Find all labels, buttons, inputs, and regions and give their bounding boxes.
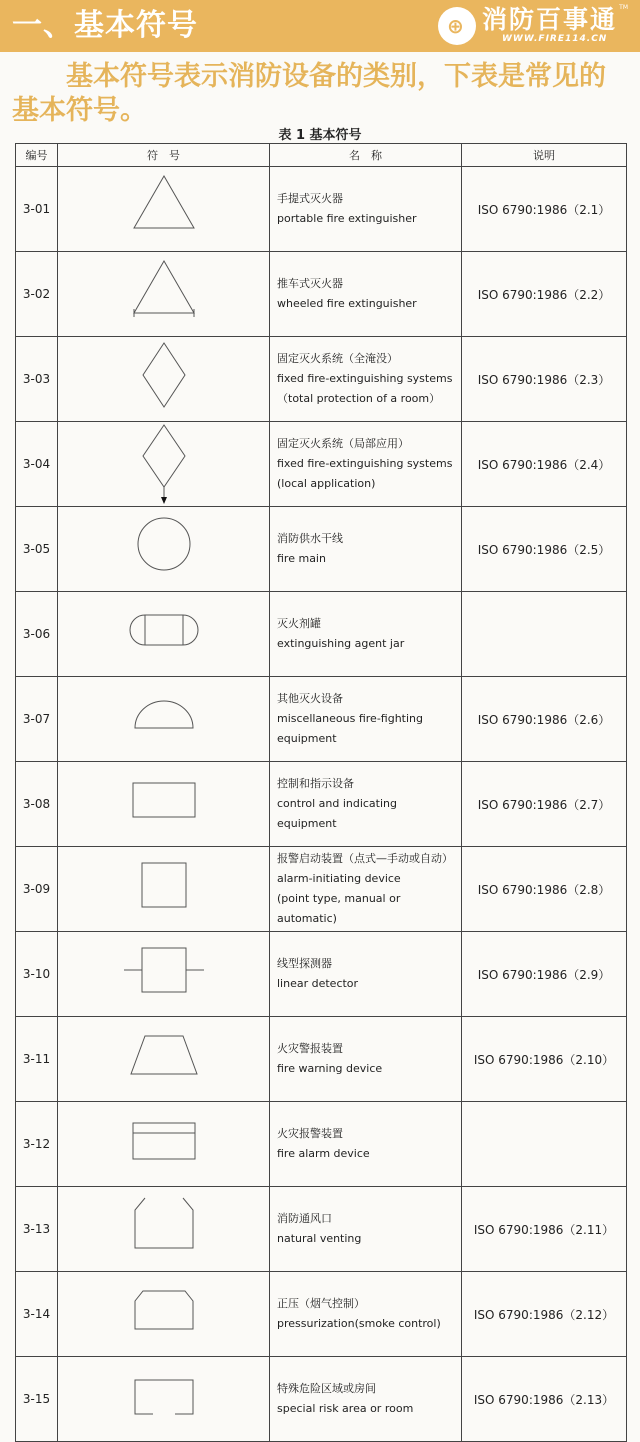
- table-row: [16, 1102, 627, 1187]
- symbol-note: ISO 6790:1986（2.2）: [462, 252, 627, 337]
- symbol-note: ISO 6790:1986（2.1）: [462, 167, 627, 252]
- symbol-note: ISO 6790:1986（2.4）: [462, 422, 627, 507]
- symbol-graphic: [58, 592, 270, 677]
- name-chinese: 消防供水干线: [277, 532, 343, 545]
- table-row: [16, 1017, 627, 1102]
- symbol-note: [462, 592, 627, 677]
- table-row: [16, 507, 627, 592]
- name-chinese: 其他灭火设备: [277, 692, 343, 705]
- name-chinese: 正压（烟气控制）: [277, 1297, 365, 1310]
- name-english: fire warning device: [277, 1062, 383, 1075]
- symbol-code: 3-15: [16, 1357, 58, 1442]
- name-english: control and indicating equipment: [277, 797, 397, 830]
- symbol-circle-icon: [129, 508, 199, 590]
- symbol-name: [270, 507, 462, 592]
- symbol-code: 3-09: [16, 847, 58, 932]
- symbol-graphic: [58, 1102, 270, 1187]
- symbol-graphic: [58, 847, 270, 932]
- name-chinese: 固定灭火系统（全淹没）: [277, 352, 398, 365]
- name-english-line2: (local application): [277, 477, 376, 490]
- table-row: [16, 592, 627, 677]
- symbol-triangle-wheeled-icon: [129, 253, 199, 335]
- symbol-stadium-icon: [129, 593, 199, 675]
- symbol-note: ISO 6790:1986（2.5）: [462, 507, 627, 592]
- symbol-graphic: [58, 252, 270, 337]
- symbol-diamond-arrow-icon: [129, 423, 199, 505]
- name-english: portable fire extinguisher: [277, 212, 417, 225]
- symbol-name: [270, 762, 462, 847]
- symbol-name: [270, 1187, 462, 1272]
- symbol-rect-band-icon: [129, 1103, 199, 1185]
- name-english: linear detector: [277, 977, 359, 990]
- table-row: [16, 167, 627, 252]
- table-row: [16, 252, 627, 337]
- symbol-note: [462, 1102, 627, 1187]
- table-header-row: [16, 144, 627, 167]
- symbol-code: 3-10: [16, 932, 58, 1017]
- symbol-note: ISO 6790:1986（2.11）: [462, 1187, 627, 1272]
- symbol-name: [270, 592, 462, 677]
- symbols-table: [15, 143, 627, 1442]
- symbol-name: [270, 252, 462, 337]
- symbol-half-circle-icon: [129, 678, 199, 760]
- symbol-name: [270, 337, 462, 422]
- section-title: 一、基本符号: [12, 8, 198, 43]
- symbol-chamfer-icon: [129, 1273, 199, 1355]
- logo-icon: [438, 7, 476, 45]
- symbol-diamond-icon: [129, 338, 199, 420]
- symbol-name: [270, 847, 462, 932]
- name-english: miscellaneous fire-fighting: [277, 712, 423, 725]
- symbol-note: ISO 6790:1986（2.12）: [462, 1272, 627, 1357]
- symbol-graphic: [58, 422, 270, 507]
- table-row: [16, 1187, 627, 1272]
- symbol-name: [270, 1357, 462, 1442]
- name-chinese: 灭火剂罐: [277, 617, 321, 630]
- symbol-code: 3-06: [16, 592, 58, 677]
- symbol-graphic: [58, 337, 270, 422]
- name-english: pressurization(smoke control): [277, 1317, 441, 1330]
- name-chinese: 报警启动装置（点式—手动或自动）: [277, 852, 453, 865]
- table-row: [16, 847, 627, 932]
- name-chinese: 固定灭火系统（局部应用）: [277, 437, 409, 450]
- name-english: wheeled fire extinguisher: [277, 297, 417, 310]
- name-english: fire main: [277, 552, 326, 565]
- symbol-graphic: [58, 762, 270, 847]
- table-caption: 表 1 基本符号: [278, 128, 362, 143]
- symbol-name: [270, 1102, 462, 1187]
- column-header-code: 编号: [16, 144, 58, 167]
- table-row: [16, 422, 627, 507]
- symbol-name: [270, 932, 462, 1017]
- symbol-code: 3-01: [16, 167, 58, 252]
- symbol-square-icon: [129, 848, 199, 930]
- symbol-code: 3-08: [16, 762, 58, 847]
- symbol-open-rect-icon: [129, 1358, 199, 1440]
- symbol-name: [270, 422, 462, 507]
- name-chinese: 消防通风口: [277, 1212, 332, 1225]
- symbol-graphic: [58, 677, 270, 762]
- symbol-note: ISO 6790:1986（2.8）: [462, 847, 627, 932]
- name-english: extinguishing agent jar: [277, 637, 405, 650]
- symbol-graphic: [58, 507, 270, 592]
- table-row: [16, 762, 627, 847]
- symbol-name: [270, 677, 462, 762]
- symbol-note: ISO 6790:1986（2.10）: [462, 1017, 627, 1102]
- table-row: [16, 677, 627, 762]
- column-header-name: 名 称: [270, 144, 462, 167]
- symbol-note: ISO 6790:1986（2.9）: [462, 932, 627, 1017]
- symbol-name: [270, 167, 462, 252]
- intro-text: 基本符号表示消防设备的类别，下表是常见的基本符号。: [12, 61, 606, 126]
- symbol-note: ISO 6790:1986（2.13）: [462, 1357, 627, 1442]
- name-english: alarm-initiating device: [277, 872, 401, 885]
- table-row: [16, 1357, 627, 1442]
- logo-name: 消防百事通: [482, 5, 618, 34]
- symbol-code: 3-14: [16, 1272, 58, 1357]
- symbol-trapezoid-icon: [129, 1018, 199, 1100]
- symbol-graphic: [58, 1017, 270, 1102]
- symbol-note: ISO 6790:1986（2.7）: [462, 762, 627, 847]
- symbol-square-line-icon: [129, 933, 199, 1015]
- logo-url: WWW.FIRE114.CN: [502, 34, 608, 44]
- logo-mark: ⊕: [447, 14, 464, 38]
- name-chinese: 推车式灭火器: [277, 277, 343, 290]
- name-english: special risk area or room: [277, 1402, 414, 1415]
- symbol-code: 3-04: [16, 422, 58, 507]
- name-chinese: 线型探测器: [277, 957, 332, 970]
- symbol-graphic: [58, 167, 270, 252]
- symbol-triangle-icon: [129, 168, 199, 250]
- name-chinese: 手提式灭火器: [277, 192, 343, 205]
- name-chinese: 控制和指示设备: [277, 777, 354, 790]
- name-english: fire alarm device: [277, 1147, 370, 1160]
- symbol-code: 3-13: [16, 1187, 58, 1272]
- symbol-open-chamfer-icon: [129, 1188, 199, 1270]
- name-english-line2: (point type, manual or automatic): [277, 892, 401, 925]
- symbol-code: 3-07: [16, 677, 58, 762]
- table-row: [16, 1272, 627, 1357]
- symbol-code: 3-02: [16, 252, 58, 337]
- name-english: fixed fire-extinguishing systems: [277, 372, 453, 385]
- name-chinese: 火灾警报装置: [277, 1042, 343, 1055]
- symbol-name: [270, 1017, 462, 1102]
- name-english-line2: equipment: [277, 732, 337, 745]
- column-header-note: 说明: [462, 144, 627, 167]
- logo-trademark: TM: [619, 4, 628, 11]
- symbol-graphic: [58, 1187, 270, 1272]
- name-chinese: 火灾报警装置: [277, 1127, 343, 1140]
- name-english: fixed fire-extinguishing systems: [277, 457, 453, 470]
- symbol-name: [270, 1272, 462, 1357]
- table-row: [16, 932, 627, 1017]
- symbol-code: 3-03: [16, 337, 58, 422]
- name-english-line2: （total protection of a room）: [277, 392, 441, 405]
- symbol-note: ISO 6790:1986（2.3）: [462, 337, 627, 422]
- symbol-graphic: [58, 1272, 270, 1357]
- symbol-code: 3-12: [16, 1102, 58, 1187]
- site-logo[interactable]: [438, 4, 628, 48]
- table-row: [16, 337, 627, 422]
- symbol-code: 3-05: [16, 507, 58, 592]
- symbol-note: ISO 6790:1986（2.6）: [462, 677, 627, 762]
- header-banner: [0, 0, 640, 52]
- symbol-graphic: [58, 932, 270, 1017]
- symbol-graphic: [58, 1357, 270, 1442]
- symbol-code: 3-11: [16, 1017, 58, 1102]
- name-chinese: 特殊危险区域或房间: [277, 1382, 376, 1395]
- name-english: natural venting: [277, 1232, 362, 1245]
- column-header-symbol: 符 号: [58, 144, 270, 167]
- symbol-rectangle-icon: [129, 763, 199, 845]
